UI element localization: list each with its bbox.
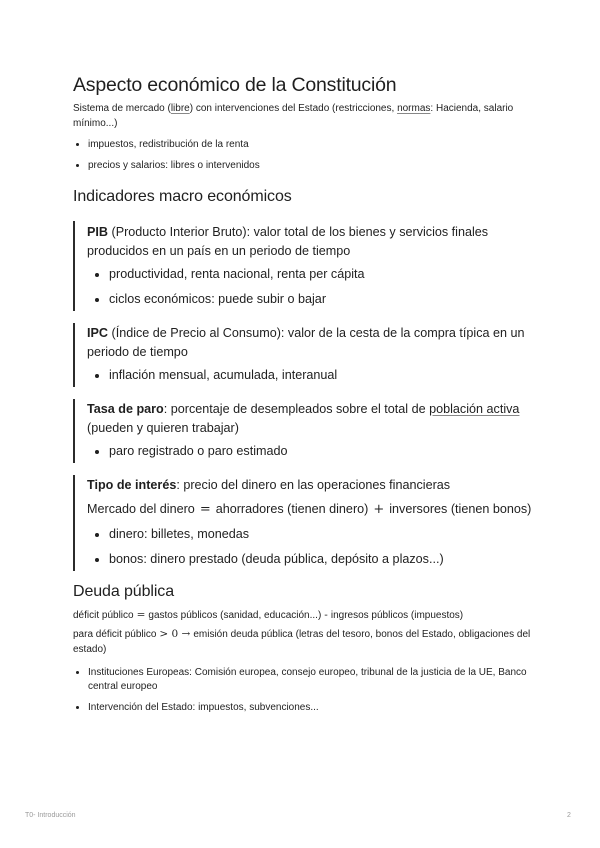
gastos-label: gastos públicos (sanidad, educación...) [148,610,322,621]
plus-sign: + [373,502,385,517]
list-item: • Intervención del Estado: impuestos, subvenciones... [88,701,533,715]
interes-block [73,475,533,571]
emision-text: emisión deuda pública (letras del tesoro, bonos del Estado, obligaciones del estado) [73,629,531,655]
intro-suffix: : Hacienda, salario mínimo...) [73,103,514,129]
list-item: • productividad, renta nacional, renta per cápita [109,265,533,284]
ipc-bullet-list [87,366,533,385]
deuda-heading: Deuda pública [73,583,174,600]
list-item: • ciclos económicos: puede subir o bajar [109,290,533,309]
deficit-label: déficit público [73,610,134,621]
interes-definition [87,476,533,495]
intro-paragraph [73,101,533,131]
paro-definition [87,400,533,438]
equals-sign: = [199,502,211,517]
eq-right: inversores (tienen bonos) [389,502,532,516]
interes-bullet-list [87,525,533,569]
pib-text: (Producto Interior Bruto): valor total de los bienes y servicios finales producidos en un país en un periodo de tiempo [87,225,489,258]
intro-bullet-list [73,138,533,173]
paro-text-2: (pueden y quieren trabajar) [87,421,239,435]
list-item: • inflación mensual, acumulada, interanual [109,366,533,385]
list-item: • dinero: billetes, monedas [109,525,533,544]
pib-definition [87,223,533,261]
list-item: • impuestos, redistribución de la renta [88,138,533,152]
minus-sign: - [324,609,328,621]
ipc-block [73,323,533,387]
list-item: • precios y salarios: libres o intervenidos [88,159,533,173]
equals-sign: = [136,609,146,621]
eq-left: Mercado del dinero [87,502,195,516]
money-market-equation [87,500,533,519]
libre-link[interactable]: libre [170,103,190,114]
pib-block [73,221,533,311]
document-page [73,73,533,722]
poblacion-activa-link[interactable]: población activa [429,402,520,416]
ingresos-label: ingresos públicos (impuestos) [330,610,464,621]
greater-than-zero-arrow: > 0 → [159,628,191,640]
deficit-line [73,608,533,623]
page-title: Aspecto económico de la Constitución [73,74,397,96]
interes-text: : precio del dinero en las operaciones financieras [176,478,451,492]
ipc-term: IPC [87,326,108,340]
emision-prefix: para déficit público [73,629,157,640]
intro-prefix: Sistema de mercado ( [73,103,171,114]
footer-title: T0- Introducción [25,812,76,819]
interes-term: Tipo de interés [87,478,177,492]
emision-line [73,627,533,657]
paro-block [73,399,533,463]
eq-mid: ahorradores (tienen dinero) [215,502,369,516]
ipc-definition [87,324,533,362]
list-item: • Instituciones Europeas: Comisión europea, consejo europeo, tribunal de la justicia de la UE, Banco central europeo [88,666,533,694]
paro-bullet-list [87,442,533,461]
indicators-heading: Indicadores macro económicos [73,188,292,205]
pib-bullet-list [87,265,533,309]
list-item: • bonos: dinero prestado (deuda pública, depósito a plazos...) [109,550,533,569]
paro-term: Tasa de paro [87,402,164,416]
normas-link[interactable]: normas [397,103,431,114]
intro-middle: ) con intervenciones del Estado (restricciones, [189,103,398,114]
ipc-text: (Índice de Precio al Consumo): valor de la cesta de la compra típica en un periodo de tiempo [87,326,525,359]
page-number: 2 [567,812,571,819]
paro-text: : porcentaje de desempleados sobre el total de [163,402,430,416]
list-item: • paro registrado o paro estimado [109,442,533,461]
deuda-bullet-list [73,666,533,715]
pib-term: PIB [87,225,108,239]
